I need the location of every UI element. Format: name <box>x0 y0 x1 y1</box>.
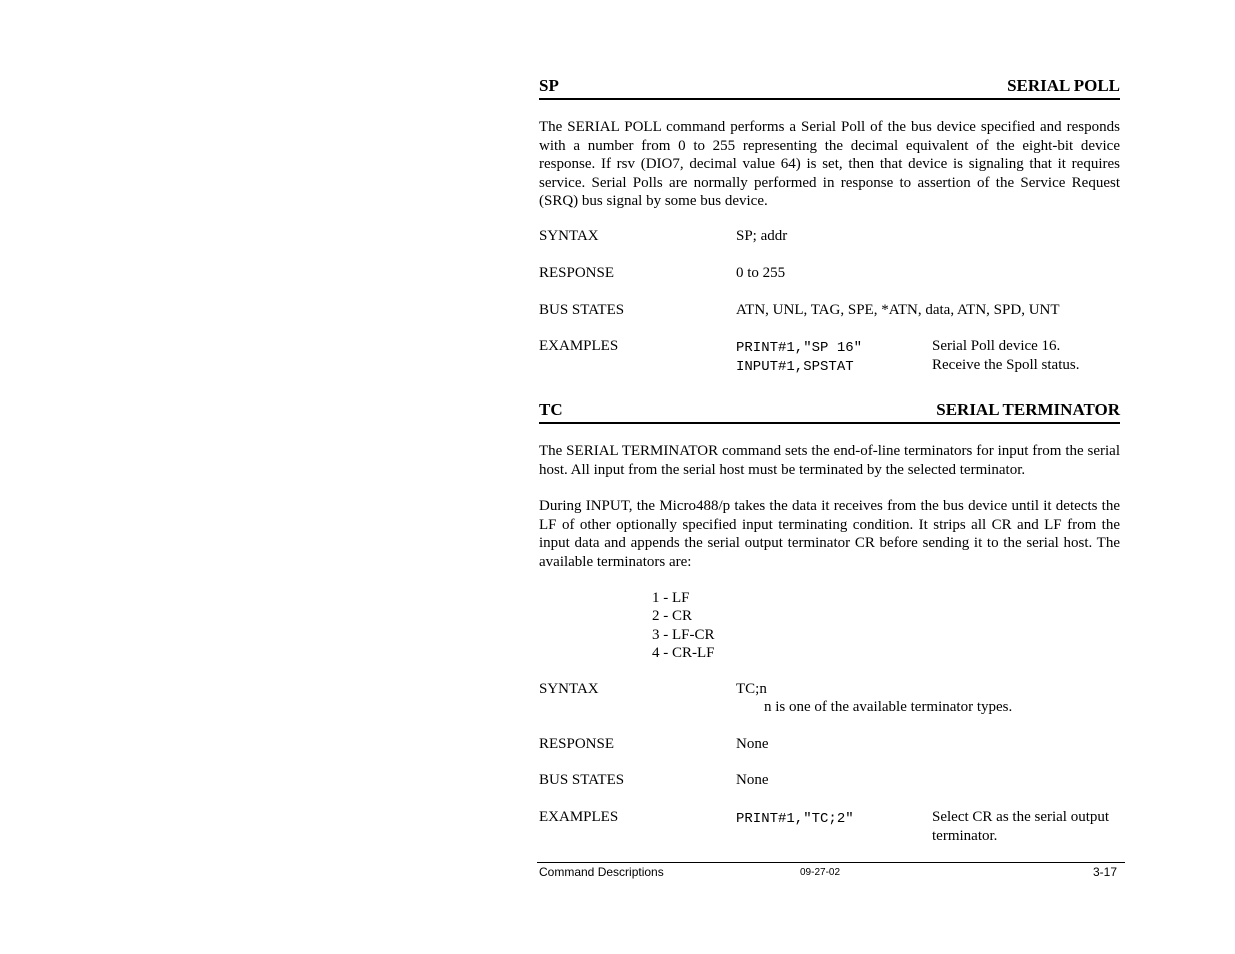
sp-example-code: INPUT#1,SPSTAT <box>736 359 854 375</box>
tc-example-desc: Select CR as the serial output <box>932 809 1110 825</box>
tc-example-desc-cont: terminator. <box>932 828 998 844</box>
footer-section: Command Descriptions <box>539 865 664 879</box>
sp-bus-states-label: BUS STATES <box>539 302 625 318</box>
sp-examples-label: EXAMPLES <box>539 338 619 354</box>
sp-bus-states-value: ATN, UNL, TAG, SPE, *ATN, data, ATN, SPD, UNT <box>736 302 1060 318</box>
tc-command-name: SERIAL TERMINATOR <box>936 400 1120 419</box>
tc-description-2: During INPUT, the Micro488/p takes the data it receives from the bus device until it detects the LF of other optionally specified input terminating condition. It strips all CR and LF from the input data and appends the serial output terminator CR before sending it to the serial host. The available terminators are: <box>539 498 1120 570</box>
sp-syntax-value: SP; addr <box>736 228 788 244</box>
sp-syntax-label: SYNTAX <box>539 228 599 244</box>
footer-date: 09-27-02 <box>800 867 841 878</box>
sp-example-desc: Serial Poll device 16. <box>932 338 1061 354</box>
sp-command-name: SERIAL POLL <box>1007 76 1120 95</box>
tc-syntax-label: SYNTAX <box>539 681 599 697</box>
terminator-list-item: 1 - LF <box>652 590 690 606</box>
tc-response-value: None <box>736 736 769 752</box>
sp-example-desc: Receive the Spoll status. <box>932 357 1080 373</box>
tc-response-label: RESPONSE <box>539 736 615 752</box>
tc-bus-states-value: None <box>736 772 769 788</box>
tc-bus-states-label: BUS STATES <box>539 772 625 788</box>
terminator-list-item: 4 - CR-LF <box>652 645 715 661</box>
tc-command-code: TC <box>539 400 563 419</box>
sp-description: The SERIAL POLL command performs a Serial Poll of the bus device specified and responds with a number from 0 to 255 representing the decimal equivalent of the eight-bit device response. If rsv (DIO7, decimal value 64) is set, then that device is signaling that it requires service. Serial Polls are normally performed in response to assertion of the Service Request (SRQ) bus signal by some bus device. <box>539 119 1120 209</box>
tc-example-code: PRINT#1,"TC;2" <box>736 811 854 827</box>
sp-response-value: 0 to 255 <box>736 265 786 281</box>
tc-syntax-value: TC;n <box>736 681 767 697</box>
tc-section-header <box>539 400 1120 424</box>
tc-examples-label: EXAMPLES <box>539 809 619 825</box>
sp-example-code: PRINT#1,"SP 16" <box>736 340 863 356</box>
page-number: 3-17 <box>1093 865 1118 879</box>
footer-rule <box>537 862 1125 863</box>
tc-syntax-note: n is one of the available terminator types. <box>764 699 1013 715</box>
tc-description-1: The SERIAL TERMINATOR command sets the end-of-line terminators for input from the serial host. All input from the serial host must be terminated by the selected terminator. <box>539 443 1120 478</box>
sp-response-label: RESPONSE <box>539 265 615 281</box>
terminator-list-item: 2 - CR <box>652 608 693 624</box>
sp-command-code: SP <box>539 76 559 95</box>
terminator-list-item: 3 - LF-CR <box>652 627 715 643</box>
sp-section-header <box>539 76 1120 100</box>
